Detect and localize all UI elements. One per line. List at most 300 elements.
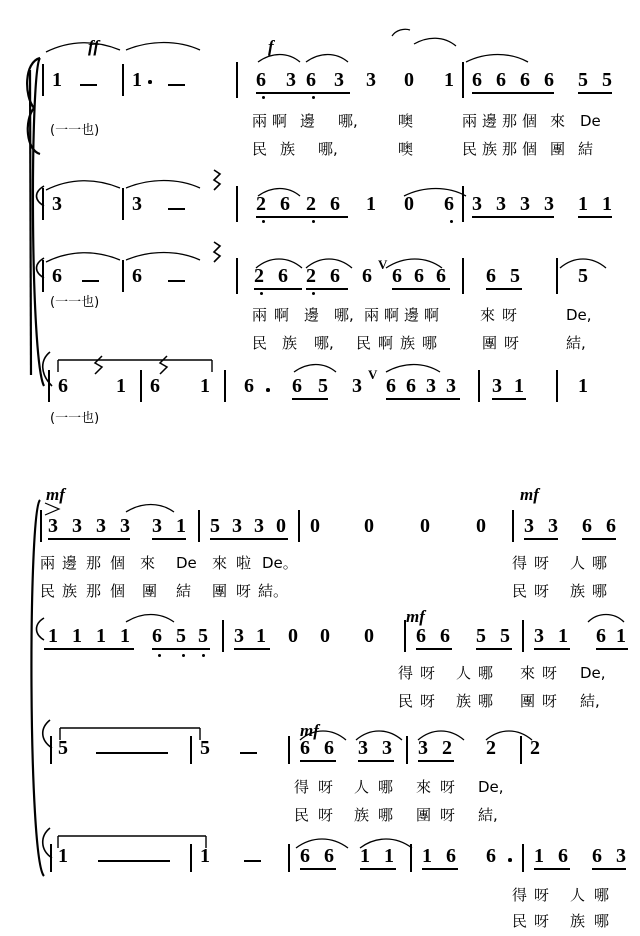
beam (152, 648, 210, 650)
note: 3 (48, 515, 58, 537)
lyric: 人 (570, 886, 586, 904)
note: 5 (476, 625, 486, 647)
note: 5 (500, 625, 510, 647)
beam (524, 538, 558, 540)
lyric: 哪, (338, 112, 358, 130)
note: 3 (132, 193, 142, 215)
note: 0 (404, 69, 414, 91)
barline (40, 510, 42, 542)
beam (300, 868, 336, 870)
lyric: 啊 (274, 306, 290, 324)
lyric: 族 (482, 140, 498, 158)
note: 6 (446, 845, 456, 867)
barline (190, 736, 192, 764)
lyric: 呀 (420, 692, 436, 710)
lyric: 來 (212, 554, 228, 572)
dynamic-mf: mf (46, 485, 65, 504)
note: 6 (280, 193, 290, 215)
note-extension (96, 752, 168, 754)
note: 1 (52, 69, 62, 91)
lyric: 民 (40, 582, 56, 600)
note: 6 (306, 69, 316, 91)
lyric: De, (580, 664, 606, 682)
octave-dot (260, 292, 263, 295)
lyric: 呀 (318, 778, 334, 796)
lyric: 邊 (300, 112, 316, 130)
lyric: 呀 (502, 306, 518, 324)
note: 5 (200, 737, 210, 759)
note-extension (168, 208, 185, 210)
barline (48, 370, 50, 402)
lyric: 呀 (440, 806, 456, 824)
note: 2 (486, 737, 496, 759)
barline (462, 186, 464, 222)
note: 6 (582, 515, 592, 537)
lyric: 來 (480, 306, 496, 324)
lyric: 來 (140, 554, 156, 572)
note: 6 (544, 69, 554, 91)
beam (418, 760, 454, 762)
barline (462, 62, 464, 98)
note: 1 (120, 625, 130, 647)
barline (406, 736, 408, 764)
note: 6 (324, 845, 334, 867)
octave-dot (450, 220, 453, 223)
note: 1 (116, 375, 126, 397)
note-extension (244, 860, 261, 862)
note: 6 (52, 265, 62, 287)
rest: 0 (476, 515, 486, 537)
lyric: 團 (482, 334, 498, 352)
note: 3 (366, 69, 376, 91)
octave-dot (312, 220, 315, 223)
note: 1 (256, 625, 266, 647)
lyric: 呀 (534, 554, 550, 572)
note: 1 (534, 845, 544, 867)
rest: 0 (320, 625, 330, 647)
beam (492, 398, 526, 400)
barline (522, 620, 524, 652)
note: 5 (210, 515, 220, 537)
note: 1 (200, 375, 210, 397)
dynamic-ff: ff (88, 37, 100, 56)
note-extension (168, 280, 185, 282)
barline (236, 62, 238, 98)
lyric: 哪 (478, 692, 494, 710)
note: 1 (578, 193, 588, 215)
lyric: 族 (570, 912, 586, 930)
lyric: 呀 (534, 582, 550, 600)
octave-dot (182, 654, 185, 657)
lyric: 族 (280, 140, 296, 158)
note: 3 (234, 625, 244, 647)
barline (50, 736, 52, 764)
lyric: 得 (512, 554, 528, 572)
lyric: 民 (252, 140, 268, 158)
note: 6 (436, 265, 446, 287)
lyric: 得 (294, 778, 310, 796)
barline (122, 188, 124, 220)
note: 5 (510, 265, 520, 287)
barline (198, 510, 200, 542)
lyric: 啊 (378, 334, 394, 352)
note: 6 (592, 845, 602, 867)
beam (306, 216, 348, 218)
lyric: 民 (512, 582, 528, 600)
beam (596, 648, 628, 650)
note: 6 (444, 193, 454, 215)
barline (42, 260, 44, 292)
beam (304, 92, 350, 94)
note: 6 (300, 845, 310, 867)
lyric: 族 (456, 692, 472, 710)
annotation: (一一也) (50, 295, 100, 310)
barline (478, 370, 480, 402)
lyric: De。 (262, 554, 298, 572)
lyric: 噢 (398, 112, 414, 130)
note: 6 (520, 69, 530, 91)
note: 3 (232, 515, 242, 537)
lyric: 哪 (592, 554, 608, 572)
lyric: 族 (354, 806, 370, 824)
augmentation-dot (266, 388, 270, 392)
note: 1 (176, 515, 186, 537)
lyric: 結, (478, 806, 498, 824)
note: 3 (418, 737, 428, 759)
note: 3 (544, 193, 554, 215)
lyric: 兩 (40, 554, 56, 572)
lyric: 個 (110, 582, 126, 600)
lyric: 兩 (364, 306, 380, 324)
note: 1 (422, 845, 432, 867)
note: 3 (616, 845, 626, 867)
note: 3 (492, 375, 502, 397)
lyric: 呀 (534, 912, 550, 930)
note: 3 (72, 515, 82, 537)
octave-dot (262, 220, 265, 223)
beam (386, 398, 460, 400)
barline (288, 736, 290, 764)
rest: 0 (364, 515, 374, 537)
rest: 0 (310, 515, 320, 537)
lyric: 哪 (594, 886, 610, 904)
lyric: 結。 (258, 582, 289, 600)
beam (578, 216, 612, 218)
barline (236, 186, 238, 222)
barline (556, 370, 558, 402)
note-extension (168, 84, 185, 86)
octave-dot (158, 654, 161, 657)
beam (472, 92, 554, 94)
note: 3 (352, 375, 362, 397)
lyric: 哪 (594, 912, 610, 930)
note: 6 (392, 265, 402, 287)
barline (298, 510, 300, 542)
note: 3 (446, 375, 456, 397)
barline (50, 844, 52, 872)
lyric: 啦 (236, 554, 252, 572)
note-extension (82, 280, 99, 282)
lyric: 民 (294, 806, 310, 824)
note: 3 (286, 69, 296, 91)
note: 3 (534, 625, 544, 647)
beam (292, 398, 328, 400)
lyric: 那 (502, 140, 518, 158)
note: 1 (444, 69, 454, 91)
note: 6 (324, 737, 334, 759)
barline (556, 258, 558, 294)
note: 1 (384, 845, 394, 867)
note: 3 (382, 737, 392, 759)
lyric: 哪 (378, 806, 394, 824)
beam (534, 648, 570, 650)
note: 5 (318, 375, 328, 397)
lyric: 結 (176, 582, 192, 600)
note: 2 (530, 737, 540, 759)
note: 1 (558, 625, 568, 647)
beam (472, 216, 554, 218)
note: 5 (58, 737, 68, 759)
lyric: 噢 (398, 140, 414, 158)
note: 2 (442, 737, 452, 759)
beam (534, 868, 570, 870)
note: 6 (150, 375, 160, 397)
note: 6 (416, 625, 426, 647)
beam (360, 868, 396, 870)
lyric: 團 (550, 140, 566, 158)
note: 6 (406, 375, 416, 397)
barline (224, 370, 226, 402)
lyric: 哪, (314, 334, 334, 352)
lyric: 兩 (252, 112, 268, 130)
note: 1 (200, 845, 210, 867)
barline (42, 64, 44, 96)
beam (256, 216, 306, 218)
barline (140, 370, 142, 402)
lyric: 啊 (384, 306, 400, 324)
note: 3 (96, 515, 106, 537)
note: 6 (300, 737, 310, 759)
annotation: (一一也) (50, 123, 100, 138)
note: 3 (334, 69, 344, 91)
lyric: 民 (398, 692, 414, 710)
lyric: 團 (416, 806, 432, 824)
note: 3 (520, 193, 530, 215)
note: 3 (120, 515, 130, 537)
barline (404, 620, 406, 652)
note: 6 (472, 69, 482, 91)
beam (44, 648, 134, 650)
lyric: 邊 (62, 554, 78, 572)
note: 2 (306, 265, 316, 287)
lyric: 族 (570, 582, 586, 600)
note: 6 (244, 375, 254, 397)
note: 6 (292, 375, 302, 397)
lyric: De (176, 554, 197, 572)
beam (234, 648, 270, 650)
lyric: 來 (520, 664, 536, 682)
beam (578, 92, 612, 94)
lyric: 呀 (440, 778, 456, 796)
lyric: 來 (550, 112, 566, 130)
beam (416, 648, 452, 650)
lyric: 哪 (422, 334, 438, 352)
lyric: 兩 (462, 112, 478, 130)
note: 0 (404, 193, 414, 215)
octave-dot (312, 96, 315, 99)
note: 3 (426, 375, 436, 397)
lyric: De, (566, 306, 592, 324)
lyric: 個 (522, 112, 538, 130)
lyric: 團 (212, 582, 228, 600)
barline (190, 844, 192, 872)
lyric: 呀 (504, 334, 520, 352)
note-extension (80, 84, 97, 86)
note: 1 (96, 625, 106, 647)
note: 1 (578, 375, 588, 397)
breath-mark: V (368, 367, 378, 382)
beam (592, 868, 626, 870)
note: 6 (330, 193, 340, 215)
note: 3 (358, 737, 368, 759)
rest: 0 (420, 515, 430, 537)
lyric: 得 (398, 664, 414, 682)
lyric: 民 (512, 912, 528, 930)
note: 6 (132, 265, 142, 287)
lyric: 來 (416, 778, 432, 796)
lyric: 哪, (318, 140, 338, 158)
note: 6 (440, 625, 450, 647)
note: 3 (472, 193, 482, 215)
lyric: De, (478, 778, 504, 796)
annotation: (一一也) (50, 411, 100, 426)
lyric: De (580, 112, 601, 130)
note: 6 (278, 265, 288, 287)
note-extension (240, 752, 257, 754)
lyric: 那 (86, 582, 102, 600)
dynamic-mf: mf (406, 607, 425, 626)
note: 6 (386, 375, 396, 397)
note: 3 (524, 515, 534, 537)
barline (410, 844, 412, 872)
note: 6 (58, 375, 68, 397)
barline (42, 188, 44, 220)
lyric: 民 (356, 334, 372, 352)
barline (288, 844, 290, 872)
lyric: 結, (566, 334, 586, 352)
lyric: 團 (520, 692, 536, 710)
lyric: 哪 (478, 664, 494, 682)
lyric: 個 (522, 140, 538, 158)
lyric: 呀 (236, 582, 252, 600)
augmentation-dot (508, 858, 512, 862)
note: 1 (616, 625, 626, 647)
note: 1 (132, 69, 142, 91)
dynamic-mf: mf (300, 721, 319, 740)
note: 5 (602, 69, 612, 91)
note: 6 (152, 625, 162, 647)
note: 6 (558, 845, 568, 867)
beam (210, 538, 288, 540)
lyric: 人 (456, 664, 472, 682)
barline (236, 258, 238, 294)
octave-dot (202, 654, 205, 657)
note: 1 (514, 375, 524, 397)
note: 2 (306, 193, 316, 215)
note: 0 (276, 515, 286, 537)
rest: 0 (364, 625, 374, 647)
barline (520, 736, 522, 764)
breath-mark: V (378, 257, 388, 272)
note: 6 (414, 265, 424, 287)
note: 6 (362, 265, 372, 287)
lyric: 族 (400, 334, 416, 352)
note: 6 (606, 515, 616, 537)
beam (476, 648, 512, 650)
barline (522, 844, 524, 872)
lyric: 得 (512, 886, 528, 904)
note: 6 (486, 845, 496, 867)
note: 3 (152, 515, 162, 537)
note: 3 (496, 193, 506, 215)
note: 5 (198, 625, 208, 647)
lyric: 團 (142, 582, 158, 600)
note: 6 (596, 625, 606, 647)
lyric: 民 (462, 140, 478, 158)
lyric: 兩 (252, 306, 268, 324)
note: 2 (254, 265, 264, 287)
note: 1 (360, 845, 370, 867)
dynamic-mf: mf (520, 485, 539, 504)
note-extension (98, 860, 170, 862)
barline (122, 64, 124, 96)
lyric: 邊 (304, 306, 320, 324)
lyric: 啊 (272, 112, 288, 130)
lyric: 呀 (318, 806, 334, 824)
beam (152, 538, 186, 540)
beam (300, 760, 336, 762)
lyric: 邊 (482, 112, 498, 130)
note: 1 (72, 625, 82, 647)
barline (512, 510, 514, 542)
note: 3 (52, 193, 62, 215)
note: 1 (58, 845, 68, 867)
lyric: 啊 (424, 306, 440, 324)
lyric: 族 (62, 582, 78, 600)
lyric: 人 (570, 554, 586, 572)
lyric: 呀 (542, 692, 558, 710)
lyric: 哪 (378, 778, 394, 796)
barline (222, 620, 224, 652)
lyric: 結, (580, 692, 600, 710)
beam (486, 288, 522, 290)
lyric: 個 (110, 554, 126, 572)
augmentation-dot (148, 80, 152, 84)
lyric: 哪 (592, 582, 608, 600)
beam (48, 538, 130, 540)
note: 5 (578, 69, 588, 91)
lyric: 呀 (542, 664, 558, 682)
octave-dot (262, 96, 265, 99)
note: 1 (48, 625, 58, 647)
note: 6 (486, 265, 496, 287)
barline (462, 258, 464, 294)
beam (422, 868, 458, 870)
rest: 0 (288, 625, 298, 647)
lyric: 人 (354, 778, 370, 796)
lyric: 那 (502, 112, 518, 130)
note: 6 (330, 265, 340, 287)
